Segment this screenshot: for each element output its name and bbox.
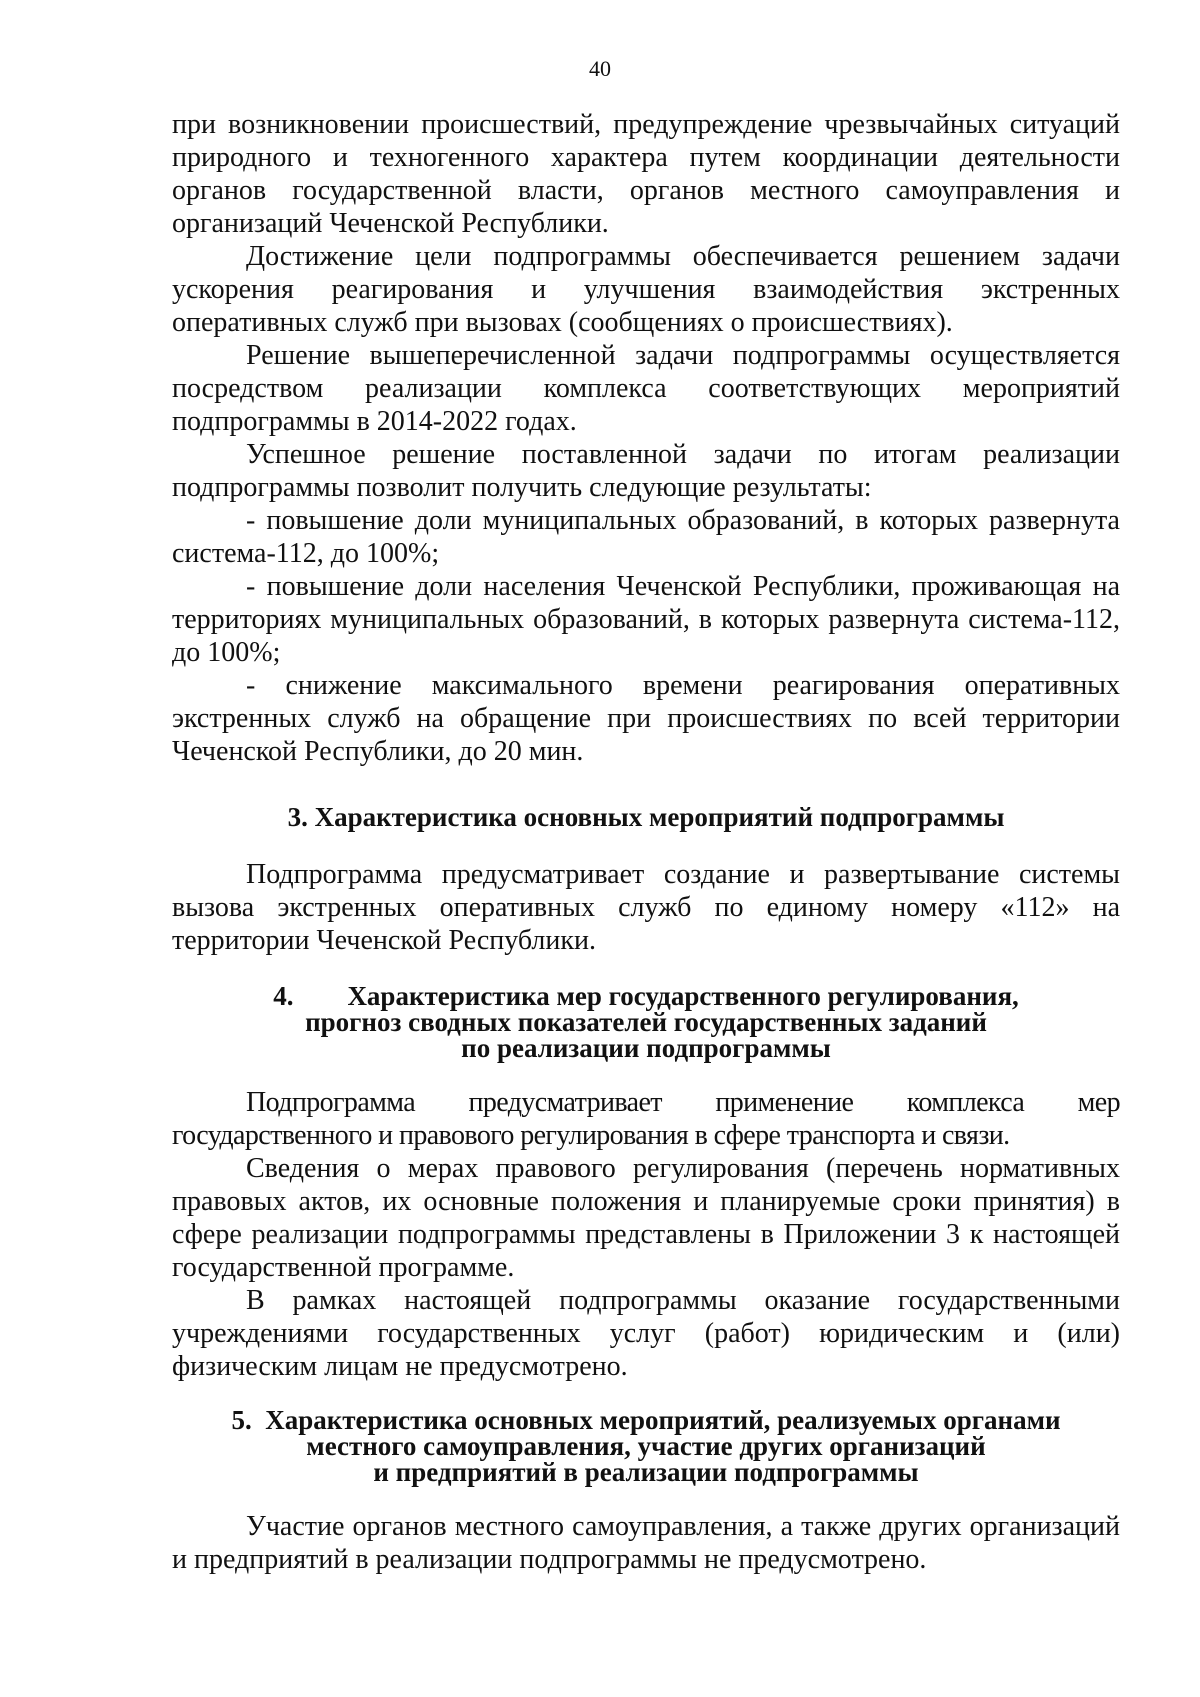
paragraph: Участие органов местного самоуправления, а также других организаций и предприятий в реализации подпрограммы не предусмотрено.: [172, 1511, 1120, 1575]
list-item: - повышение доли муниципальных образований, в которых развернута система-112, до 100%;: [172, 505, 1120, 569]
paragraph: Решение вышеперечисленной задачи подпрограммы осуществляется посредством реализации комплекса соответствующих мероприятий подпрограммы в 2014-2022 годах.: [172, 340, 1120, 437]
list-item: - снижение максимального времени реагирования оперативных экстренных служб на обращение при происшествиях по всей территории Чеченской Республики, до 20 мин.: [172, 670, 1120, 767]
paragraph: Подпрограмма предусматривает применение комплекса мер государственного и правового регулирования в сфере транспорта и связи.: [172, 1087, 1120, 1151]
heading-line: 4. Характеристика мер государственного регулирования,: [273, 981, 1019, 1011]
section-3-heading: 3. Характеристика основных мероприятий подпрограммы: [287, 802, 1005, 832]
section-5-heading: [172, 1407, 1120, 1485]
heading-line: местного самоуправления, участие других организаций: [306, 1431, 986, 1461]
page-number: 40: [589, 56, 611, 81]
paragraph: Подпрограмма предусматривает создание и развертывание системы вызова экстренных оперативных служб по единому номеру «112» на территории Чеченской Республики.: [172, 859, 1120, 956]
paragraph: Успешное решение поставленной задачи по итогам реализации подпрограммы позволит получить следующие результаты:: [172, 439, 1120, 503]
heading-line: прогноз сводных показателей государственных заданий: [305, 1007, 987, 1037]
list-item: - повышение доли населения Чеченской Республики, проживающая на территориях муниципальных образований, в которых развернута система-112, до 100%;: [172, 571, 1120, 668]
heading-line: по реализации подпрограммы: [461, 1033, 831, 1063]
heading-line: 5. Характеристика основных мероприятий, реализуемых органами: [231, 1405, 1061, 1435]
heading-line: и предприятий в реализации подпрограммы: [373, 1457, 919, 1487]
paragraph: Достижение цели подпрограммы обеспечивается решением задачи ускорения реагирования и улучшения взаимодействия экстренных оперативных служб при вызовах (сообщениях о происшествиях).: [172, 241, 1120, 338]
document-body: [172, 108, 1120, 1576]
paragraph: В рамках настоящей подпрограммы оказание государственными учреждениями государственных услуг (работ) юридическим и (или) физическим лицам не предусмотрено.: [172, 1285, 1120, 1382]
section-4-heading: [172, 983, 1120, 1061]
paragraph: при возникновении происшествий, предупреждение чрезвычайных ситуаций природного и техногенного характера путем координации деятельности органов государственной власти, органов местного самоуправления и организаций Чеченской Республики.: [172, 109, 1120, 239]
paragraph: Сведения о мерах правового регулирования (перечень нормативных правовых актов, их основные положения и планируемые сроки принятия) в сфере реализации подпрограммы представлены в Приложении 3 к настоящей государственной программе.: [172, 1153, 1120, 1283]
